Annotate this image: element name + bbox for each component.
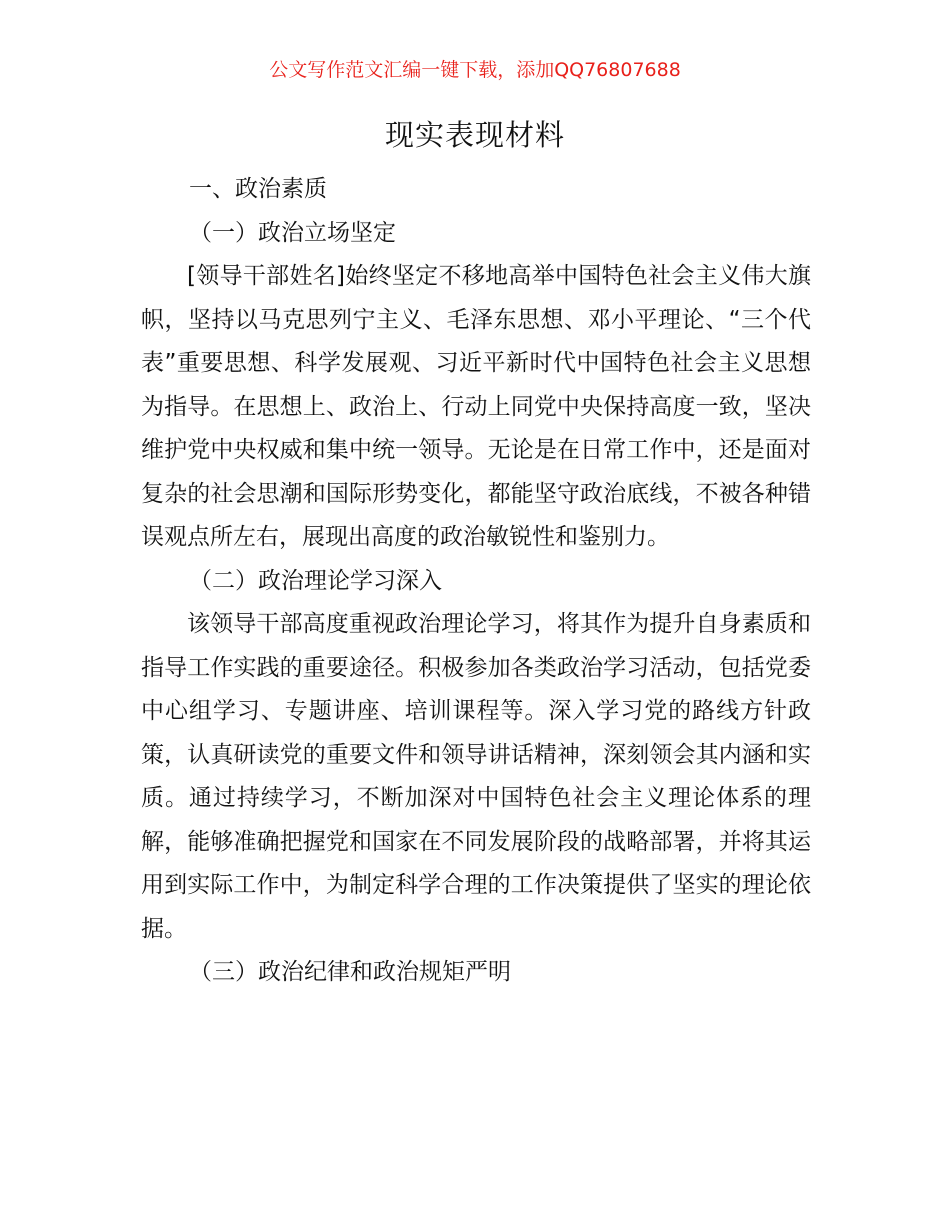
paragraph-political-stance: [领导干部姓名]始终坚定不移地高举中国特色社会主义伟大旗帜，坚持以马克思列宁主义、毛泽东思想、邓小平理论、“三个代表”重要思想、科学发展观、习近平新时代中国特色社会主义思想为指导。在思想上、政治上、行动上同党中央保持高度一致，坚决维护党中央权威和集中统一领导。无论是在日常工作中，还是面对复杂的社会思潮和国际形势变化，都能坚守政治底线，不被各种错误观点所左右，展现出高度的政治敏锐性和鉴别力。 bbox=[141, 263, 811, 550]
subsection-heading-political-stance: （一）政治立场坚定 bbox=[189, 219, 396, 246]
subsection-heading-theory-study: （二）政治理论学习深入 bbox=[189, 567, 442, 594]
document-title: 现实表现材料 bbox=[384, 118, 565, 152]
section-heading-political-quality: 一、政治素质 bbox=[189, 176, 327, 202]
document-body bbox=[141, 168, 811, 995]
subsection-heading-discipline: （三）政治纪律和政治规矩严明 bbox=[189, 959, 511, 985]
paragraph-theory-study: 该领导干部高度重视政治理论学习，将其作为提升自身素质和指导工作实践的重要途径。积极参加各类政治学习活动，包括党委中心组学习、专题讲座、培训课程等。深入学习党的路线方针政策，认真研读党的重要文件和领导讲话精神，深刻领会其内涵和实质。通过持续学习，不断加深对中国特色社会主义理论体系的理解，能够准确把握党和国家在不同发展阶段的战略部署，并将其运用到实际工作中，为制定科学合理的工作决策提供了坚实的理论依据。 bbox=[141, 611, 811, 942]
download-notice: 公文写作范文汇编一键下载，添加QQ76807688 bbox=[269, 59, 681, 81]
